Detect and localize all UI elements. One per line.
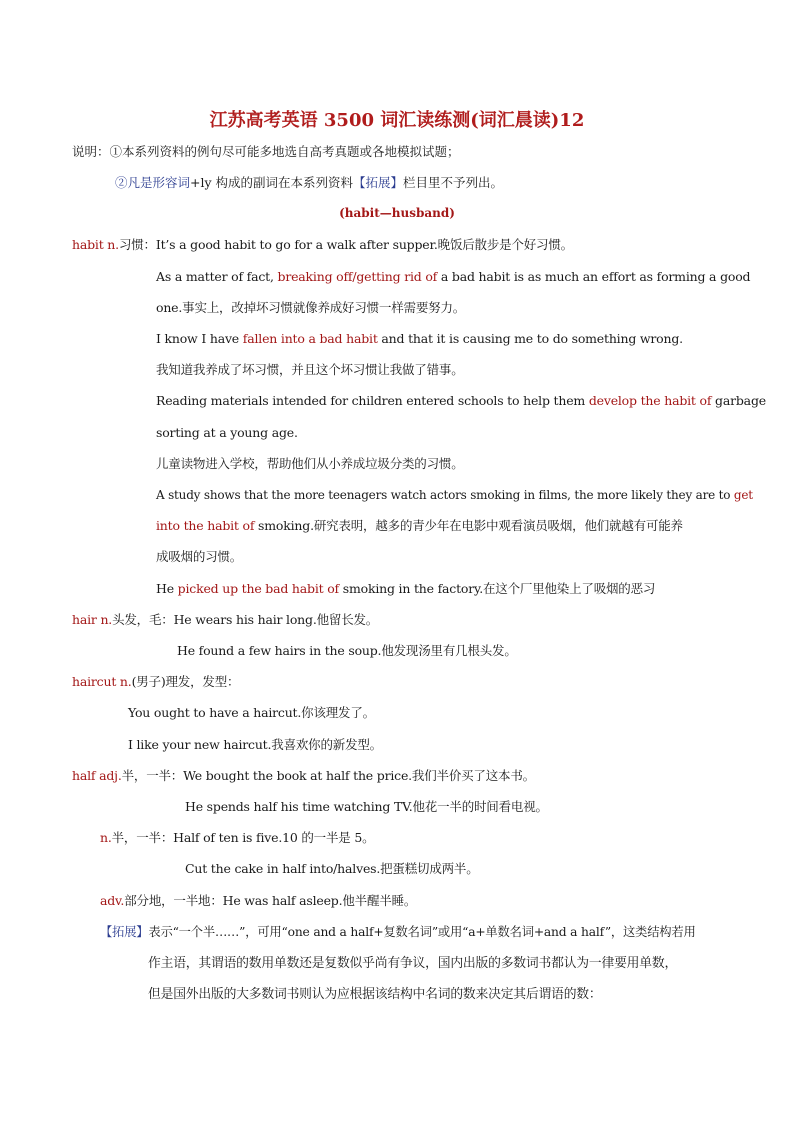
habit-example-3-cn: 儿童读物进入学校，帮助他们从小养成垃圾分类的习惯。 [156, 456, 464, 471]
habit-ex3-a: Reading materials intended for children entered schools to help them [156, 393, 589, 408]
habit-ex4-phrase-a: get [733, 488, 753, 502]
half-noun-head: n. [100, 830, 112, 845]
word-range: (habit—husband) [339, 206, 455, 220]
half-adv-head: adv. [100, 893, 125, 908]
entry-habit-def-text: 习惯：It’s a good habit to go for a walk after supper.晚饭后散步是个好习惯。 [118, 237, 573, 252]
entry-hair-def-text: 头发，毛：He wears his hair long.他留长发。 [112, 612, 379, 627]
haircut-example-2: I like your new haircut.我喜欢你的新发型。 [128, 737, 382, 752]
entry-hair-def [72, 612, 378, 628]
habit-ex5-a: He [156, 581, 178, 596]
habit-example-5 [156, 581, 655, 597]
hair-example-1: He found a few hairs in the soup.他发现汤里有几根头发。 [177, 643, 517, 658]
habit-ex5-c: smoking in the factory.在这个厂里他染上了吸烟的恶习 [338, 581, 656, 596]
expand-line-3: 但是国外出版的大多数词书则认为应根据该结构中名词的数来决定其后谓语的数： [148, 987, 602, 1002]
habit-example-3-cont: sorting at a young age. [156, 425, 298, 440]
half-noun-def [100, 830, 374, 846]
habit-ex4-phrase-b: into the habit of [156, 518, 255, 533]
intro-line-2 [115, 175, 503, 191]
habit-example-4 [156, 487, 753, 503]
expand-tag: 【拓展】 [100, 925, 149, 939]
habit-example-3 [156, 393, 766, 409]
habit-ex2-c: and that it is causing me to do something wrong. [377, 331, 683, 346]
habit-ex2-phrase: fallen into a bad habit [242, 331, 378, 346]
habit-example-1-cont: one.事实上，改掉坏习惯就像养成好习惯一样需要努力。 [156, 300, 466, 315]
expand-line-1-text: 表示“一个半……”，可用“one and a half+复数名词”或用“a+单数名词+and a half”，这类结构若用 [148, 925, 696, 939]
page-title: 江苏高考英语 3500 词汇读练测(词汇晨读)12 [209, 110, 585, 131]
habit-ex3-c: garbage [711, 393, 766, 408]
intro-line-2-c: 【拓展】 [353, 175, 404, 190]
habit-ex4-d: smoking.研究表明，越多的青少年在电影中观看演员吸烟，他们就越有可能养 [254, 518, 683, 533]
expand-line-1 [100, 924, 696, 940]
half-noun-example-1: Cut the cake in half into/halves.把蛋糕切成两半。 [185, 861, 479, 876]
habit-example-2 [156, 331, 683, 347]
entry-haircut-head: haircut n. [72, 674, 132, 689]
haircut-example-1: You ought to have a haircut.你该理发了。 [128, 705, 375, 720]
habit-ex4-a: A study shows that the more teenagers watch actors smoking in films, the more likely they are to [156, 488, 734, 502]
entry-half-def [72, 768, 535, 784]
habit-ex2-a: I know I have [156, 331, 243, 346]
habit-ex5-phrase: picked up the bad habit of [177, 581, 339, 596]
habit-example-4-cn: 成吸烟的习惯。 [156, 549, 243, 564]
half-example-1: He spends half his time watching TV.他花一半的时间看电视。 [185, 799, 548, 814]
intro-line-1: 说明：①本系列资料的例句尽可能多地选自高考真题或各地模拟试题； [72, 144, 460, 159]
half-adv-def [100, 893, 416, 909]
entry-habit-head: habit n. [72, 237, 119, 252]
habit-ex3-phrase: develop the habit of [588, 393, 712, 408]
entry-haircut-def-text: (男子)理发，发型： [131, 674, 240, 689]
intro-line-2-a: ②凡是形容词 [115, 175, 191, 190]
entry-habit-def [72, 237, 573, 253]
half-noun-def-text: 半，一半：Half of ten is five.10 的一半是 5。 [111, 830, 375, 845]
habit-ex1-phrase: breaking off/getting rid of [277, 269, 438, 284]
intro-line-2-d: 栏目里不予列出。 [403, 175, 504, 190]
entry-half-head: half adj. [72, 768, 122, 783]
habit-ex1-c: a bad habit is as much an effort as forming a good [437, 269, 751, 284]
habit-ex1-a: As a matter of fact, [156, 269, 278, 284]
expand-line-2: 作主语，其谓语的数用单数还是复数似乎尚有争议，国内出版的多数词书都认为一律要用单数， [148, 956, 678, 971]
habit-example-1 [156, 269, 750, 285]
intro-line-2-b: +ly 构成的副词在本系列资料 [190, 175, 354, 190]
entry-haircut-def [72, 674, 239, 690]
habit-example-2-cn: 我知道我养成了坏习惯，并且这个坏习惯让我做了错事。 [156, 362, 464, 377]
entry-half-def-text: 半，一半：We bought the book at half the price.我们半价买了这本书。 [121, 768, 535, 783]
entry-hair-head: hair n. [72, 612, 113, 627]
half-adv-def-text: 部分地，一半地：He was half asleep.他半醒半睡。 [124, 893, 417, 908]
habit-example-4-cont [156, 518, 683, 534]
